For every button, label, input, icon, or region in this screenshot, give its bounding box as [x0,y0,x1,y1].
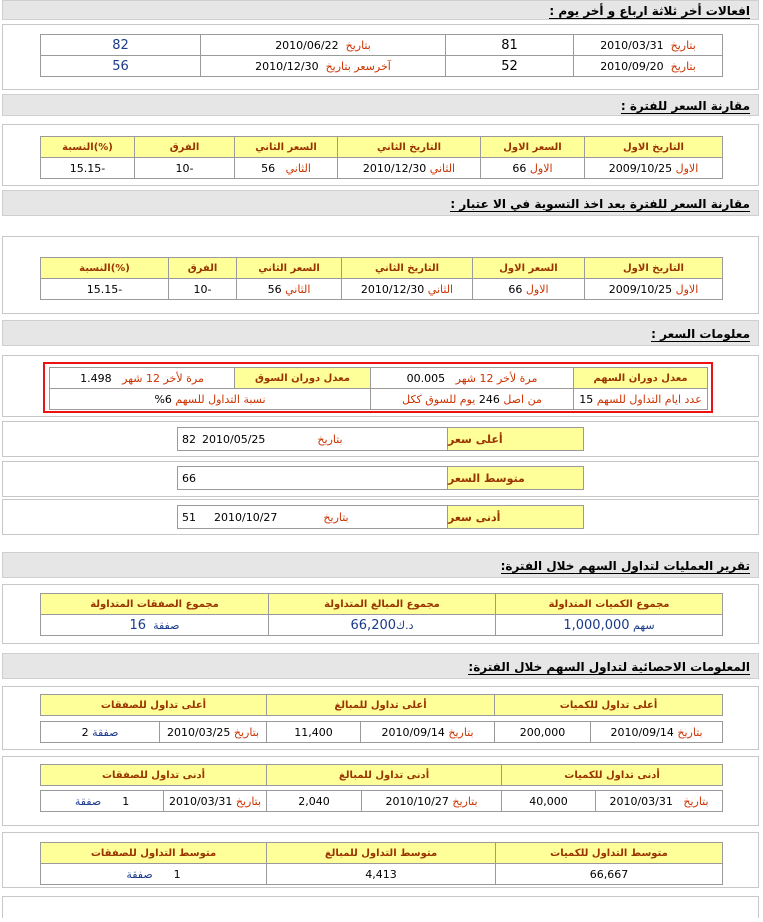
table-cell: الثاني 56 [235,158,338,179]
col-header: السعر الثاني [235,137,338,158]
table-header-row [41,594,723,615]
table-cell: 4,413 [267,864,496,885]
table-cell: بتاريخ 2010/03/31 [596,791,723,812]
col-header: (%)النسبة [41,258,169,279]
table-cell: 200,000 [495,722,591,743]
table-cell: 2010/03/31 بتاريخ [574,35,723,56]
table-row [50,368,708,389]
col-header: الفرق [135,137,235,158]
table-row [50,389,708,410]
table-cell: 2010/12/30 آخرسعر بتاريخ [201,56,446,77]
table-header-row [41,695,723,716]
market-turnover-value: مرة لأخر 12 شهر 1.498 [50,368,235,389]
table-row [41,56,723,77]
turnover-highlight-box [43,362,713,413]
period-compare-table [40,136,723,179]
table-cell: -15.15 [41,158,135,179]
table-header-row [41,843,723,864]
total-deals-cell: صفقة 16 [41,615,269,636]
section-title-statistics: المعلومات الاحصائية لتداول السهم خلال الفترة: [2,653,759,679]
turnover-table [49,367,708,410]
table-cell: الاول 2009/10/25 [585,158,723,179]
table-cell: بتاريخ 2010/03/25 [160,722,267,743]
total-quantity-cell: سهم 1,000,000 [496,615,723,636]
col-header: السعر الثاني [237,258,342,279]
table-row [41,158,723,179]
section-title-period-compare: مقارنة السعر للفترة : [2,94,759,116]
table-cell: 11,400 [267,722,361,743]
col-header: (%)النسبة [41,137,135,158]
table-cell: -10 [135,158,235,179]
col-header: أعلى تداول للصفقات [41,695,267,716]
section-title-last-quarters: افعالات أخر ثلاثة ارباع و أخر يوم : [2,0,759,20]
table-row [41,722,723,743]
col-header: السعر الاول [473,258,585,279]
low-price-value: 51 2010/10/27 بتاريخ [182,510,349,524]
table-cell: بتاريخ 2010/03/31 [164,791,267,812]
col-header: التاريخ الاول [585,137,723,158]
col-header: متوسط التداول للمبالغ [267,843,496,864]
market-turnover-label: معدل دوران السوق [235,368,371,389]
table-cell: -15.15 [41,279,169,300]
operations-table [40,593,723,636]
table-cell: 52 [446,56,574,77]
col-header: التاريخ الاول [585,258,723,279]
trading-days-total: من اصل 246 يوم للسوق ككل [371,389,574,410]
col-header: أعلى تداول للكميات [495,695,723,716]
table-cell: 1 صفقة [41,791,164,812]
avg-price-label: متوسط السعر [447,467,583,489]
avg-price-value: 66 [182,471,196,485]
table-cell: 2,040 [267,791,362,812]
table-header-row [41,137,723,158]
table-cell: 56 [41,56,201,77]
col-header: أعلى تداول للمبالغ [267,695,495,716]
high-price-box [177,427,584,451]
trading-days-cell: عدد ايام التداول للسهم 15 [574,389,708,410]
low-trading-table [40,764,723,812]
col-header: أدنى تداول للصفقات [41,765,267,786]
table-cell: بتاريخ 2010/09/14 [361,722,495,743]
col-header: مجموع الصفقات المتداولة [41,594,269,615]
table-cell: الاول 2009/10/25 [585,279,723,300]
table-cell: بتاريخ 2010/09/14 [591,722,723,743]
table-row [41,279,723,300]
table-cell: الثاني 2010/12/30 [342,279,473,300]
table-cell: صفقة 2 [41,722,160,743]
turnover-label: معدل دوران السهم [574,368,708,389]
trading-ratio-cell: نسبة التداول للسهم 6% [50,389,371,410]
table-row [41,615,723,636]
col-header: الفرق [169,258,237,279]
col-header: السعر الاول [481,137,585,158]
col-header: أدنى تداول للمبالغ [267,765,502,786]
table-cell: 2010/06/22 بتاريخ [201,35,446,56]
table-cell: الاول 66 [481,158,585,179]
footer-panel [2,896,759,918]
table-cell: 40,000 [502,791,596,812]
col-header: مجموع المبالغ المتداولة [269,594,496,615]
section-title-price-info: معلومات السعر : [2,320,759,346]
table-header-row [41,258,723,279]
avg-price-box [177,466,584,490]
table-cell: 2010/09/20 بتاريخ [574,56,723,77]
col-header: التاريخ الثاني [342,258,473,279]
col-header: مجموع الكميات المتداولة [496,594,723,615]
table-header-row [41,765,723,786]
table-row [41,864,723,885]
table-cell: الثاني 2010/12/30 [338,158,481,179]
col-header: أدنى تداول للكميات [502,765,723,786]
adjusted-compare-table [40,257,723,300]
high-price-value: 82 2010/05/25 بتاريخ [182,432,343,446]
table-cell: -10 [169,279,237,300]
turnover-value: مرة لأخر 12 شهر 00.005 [371,368,574,389]
last-quarters-table [40,34,723,77]
col-header: متوسط التداول للصفقات [41,843,267,864]
table-cell: الاول 66 [473,279,585,300]
total-amount-cell: د.ك66,200 [269,615,496,636]
avg-trading-table [40,842,723,885]
section-title-operations-report: تقرير العمليات لتداول السهم خلال الفترة: [2,552,759,578]
table-cell: بتاريخ 2010/10/27 [362,791,502,812]
table-cell: الثاني 56 [237,279,342,300]
col-header: التاريخ الثاني [338,137,481,158]
section-title-adjusted-compare: مقارنة السعر للفترة بعد اخذ التسوية في الا عتبار : [2,190,759,216]
table-cell: 1 صفقة [41,864,267,885]
high-price-label: أعلى سعر [447,428,583,450]
low-price-label: أدنى سعر [447,506,583,528]
high-trading-table [40,694,723,743]
table-cell: 81 [446,35,574,56]
table-row [41,35,723,56]
table-cell: 66,667 [496,864,723,885]
table-row [41,791,723,812]
col-header: متوسط التداول للكميات [496,843,723,864]
low-price-box [177,505,584,529]
table-cell: 82 [41,35,201,56]
